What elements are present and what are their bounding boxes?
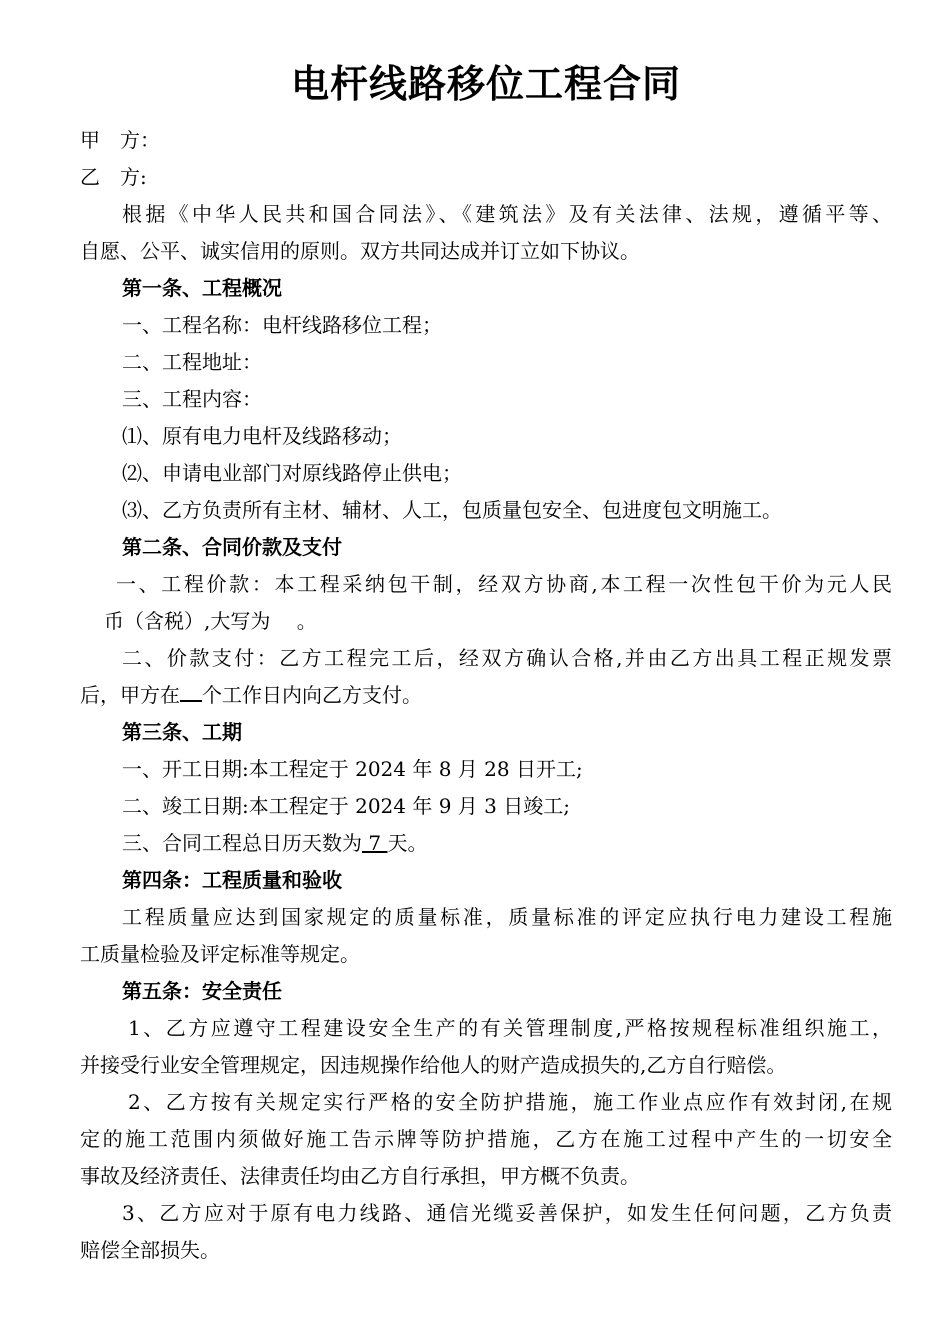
- payment-line-1: 二、价款支付：乙方工程完工后，经双方确认合格,并由乙方出具工程正规发票: [122, 646, 892, 670]
- article-5-heading: 第五条：安全责任: [122, 979, 282, 1003]
- article-3-heading: 第三条、工期: [122, 720, 242, 744]
- safety-2-line-3: 事故及经济责任、法律责任均由乙方自行承担，甲方概不负责。: [80, 1164, 640, 1188]
- price-line-2: 币（含税）,大写为 。: [104, 609, 317, 633]
- document-title: 电杆线路移位工程合同: [290, 62, 681, 106]
- article-2-heading: 第二条、合同价款及支付: [122, 535, 342, 559]
- article-4-heading: 第四条：工程质量和验收: [122, 868, 342, 892]
- article-1-heading: 第一条、工程概况: [122, 276, 282, 300]
- total-days-value: 7: [362, 831, 388, 855]
- end-date: 二、竣工日期:本工程定于 2024 年 9 月 3 日竣工;: [122, 794, 570, 818]
- quality-line-2: 工质量检验及评定标准等规定。: [80, 942, 360, 966]
- project-content: 三、工程内容：: [122, 387, 262, 411]
- party-a-line: 甲 方：: [80, 128, 160, 152]
- total-days-label: 三、合同工程总日历天数为: [122, 831, 362, 855]
- safety-1-line-2: 并接受行业安全管理规定，因违规操作给他人的财产造成损失的,乙方自行赔偿。: [80, 1053, 787, 1077]
- project-name: 一、工程名称：电杆线路移位工程；: [122, 313, 442, 337]
- total-days-unit: 天。: [387, 831, 428, 855]
- price-line-1: 一、工程价款：本工程采纳包干制，经双方协商,本工程一次性包干价为元人民: [116, 572, 892, 596]
- intro-line-1: 根据《中华人民共和国合同法》、《建筑法》及有关法律、法规，遵循平等、: [122, 202, 892, 226]
- quality-line-1: 工程质量应达到国家规定的质量标准，质量标准的评定应执行电力建设工程施: [122, 905, 892, 929]
- content-item-2: ⑵、申请电业部门对原线路停止供电；: [122, 461, 462, 485]
- payment-text-b: 个工作日内向乙方支付。: [202, 683, 422, 707]
- safety-1-line-1: 1、乙方应遵守工程建设安全生产的有关管理制度,严格按规程标准组织施工，: [128, 1016, 892, 1040]
- safety-2-line-2: 定的施工范围内须做好施工告示牌等防护措施，乙方在施工过程中产生的一切安全: [80, 1127, 892, 1151]
- payment-days-blank: [180, 680, 202, 702]
- safety-3-line-1: 3、乙方应对于原有电力线路、通信光缆妥善保护，如发生任何问题，乙方负责: [122, 1201, 892, 1225]
- content-item-3: ⑶、乙方负责所有主材、辅材、人工，包质量包安全、包进度包文明施工。: [122, 498, 782, 522]
- party-b-line: 乙 方:: [80, 165, 147, 189]
- safety-2-line-1: 2、乙方按有关规定实行严格的安全防护措施，施工作业点应作有效封闭,在规: [128, 1090, 892, 1114]
- safety-3-line-2: 赔偿全部损失。: [80, 1238, 220, 1262]
- total-days: [80, 825, 892, 862]
- content-item-1: ⑴、原有电力电杆及线路移动；: [122, 424, 402, 448]
- contract-body: [80, 122, 892, 1269]
- start-date: 一、开工日期:本工程定于 2024 年 8 月 28 日开工;: [122, 757, 583, 781]
- payment-text-a: 后，甲方在: [80, 683, 180, 707]
- payment-line-2: [80, 677, 892, 714]
- project-address: 二、工程地址：: [122, 350, 262, 374]
- intro-line-2: 自愿、公平、诚实信用的原则。双方共同达成并订立如下协议。: [80, 239, 640, 263]
